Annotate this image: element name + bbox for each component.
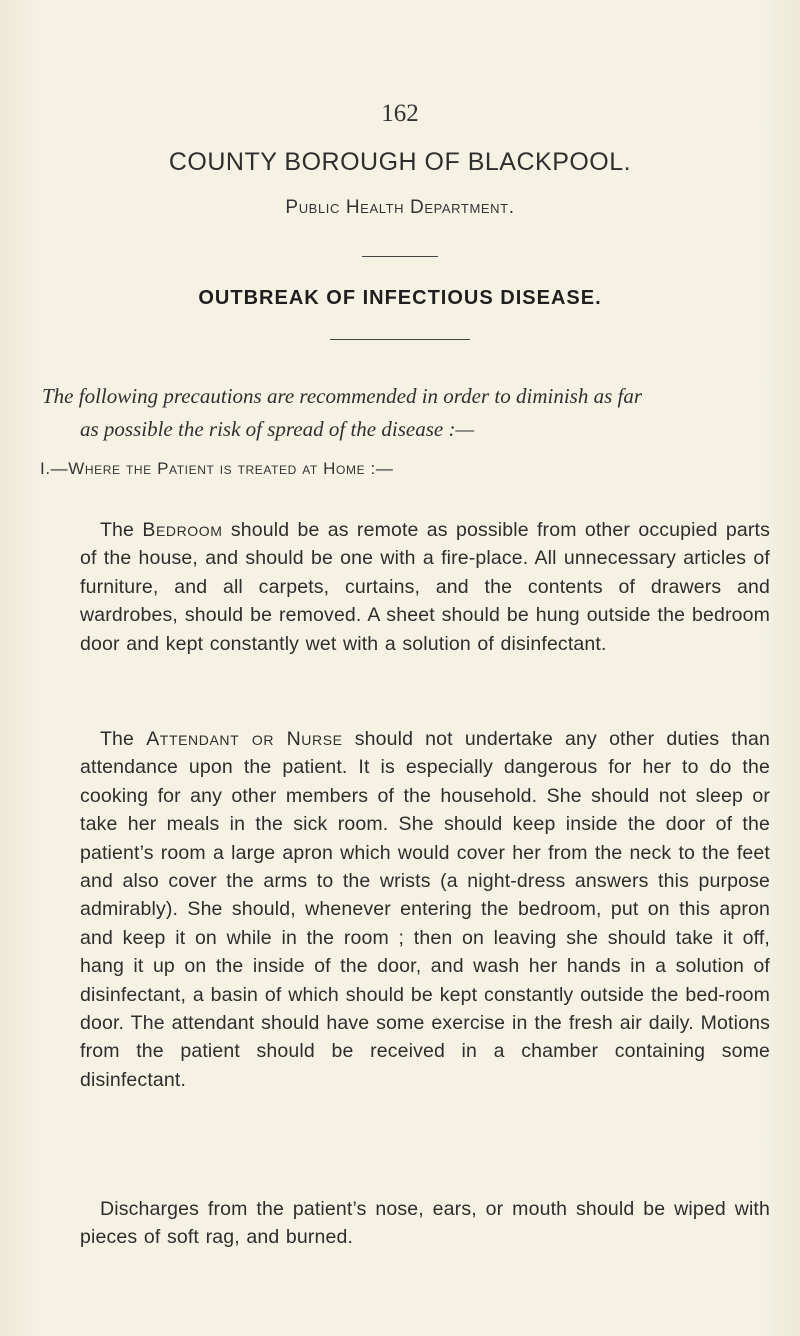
paragraph-lead: The — [100, 519, 135, 541]
paragraph-bedroom — [80, 516, 770, 658]
paragraph-term: Bedroom — [142, 519, 223, 541]
intro-line-1: The following precautions are recommended in order to diminish as far — [42, 384, 643, 408]
paragraph-discharges — [80, 1195, 770, 1252]
paragraph-body: should be as remote as possible from other occupied parts of the house, and should be one with a fire-place. All unnecessary articles of furniture, and all carpets, curtains, and the contents of drawers and wardrobes, should be removed. A sheet should be hung outside the bedroom door and kept constantly wet with a solution of disinfectant. — [80, 519, 770, 655]
divider-top — [362, 256, 438, 257]
intro-line-2: as possible the risk of spread of the disease :— — [80, 417, 475, 441]
section-heading: I.—Where the Patient is treated at Home :— — [40, 459, 394, 478]
paragraph-term: Attendant or Nurse — [146, 728, 343, 750]
intro-text — [40, 380, 760, 446]
paragraph-lead: The — [100, 728, 135, 750]
notice-heading: OUTBREAK OF INFECTIOUS DISEASE. — [198, 287, 602, 309]
paragraph-body: should not undertake any other duties than attendance upon the patient. It is especially dangerous for her to do the cooking for any other members of the household. She should not sleep or take her meals in the sick room. She should keep inside the door of the patient’s room a large apron which would cover her from the neck to the feet and also cover the arms to the wrists (a night-dress answers this purpose admirably). She should, whenever entering the bedroom, put on this apron and keep it on while in the room ; then on leaving she should take it off, hang it up on the inside of the door, and wash her hands in a solution of disinfectant, a basin of which should be kept constantly outside the bed-room door. The attendant should have some exercise in the fresh air daily. Motions from the patient should be received in a chamber containing some disinfectant. — [80, 728, 770, 1091]
department-subtitle: Public Health Department. — [285, 197, 515, 218]
paragraph-body: Discharges from the patient’s nose, ears, or mouth should be wiped with pieces of soft rag, and burned. — [80, 1198, 770, 1249]
divider-bottom — [330, 339, 470, 340]
paragraph-attendant — [80, 725, 770, 1094]
page-number: 162 — [381, 100, 419, 127]
document-title: COUNTY BOROUGH OF BLACKPOOL. — [168, 148, 632, 176]
